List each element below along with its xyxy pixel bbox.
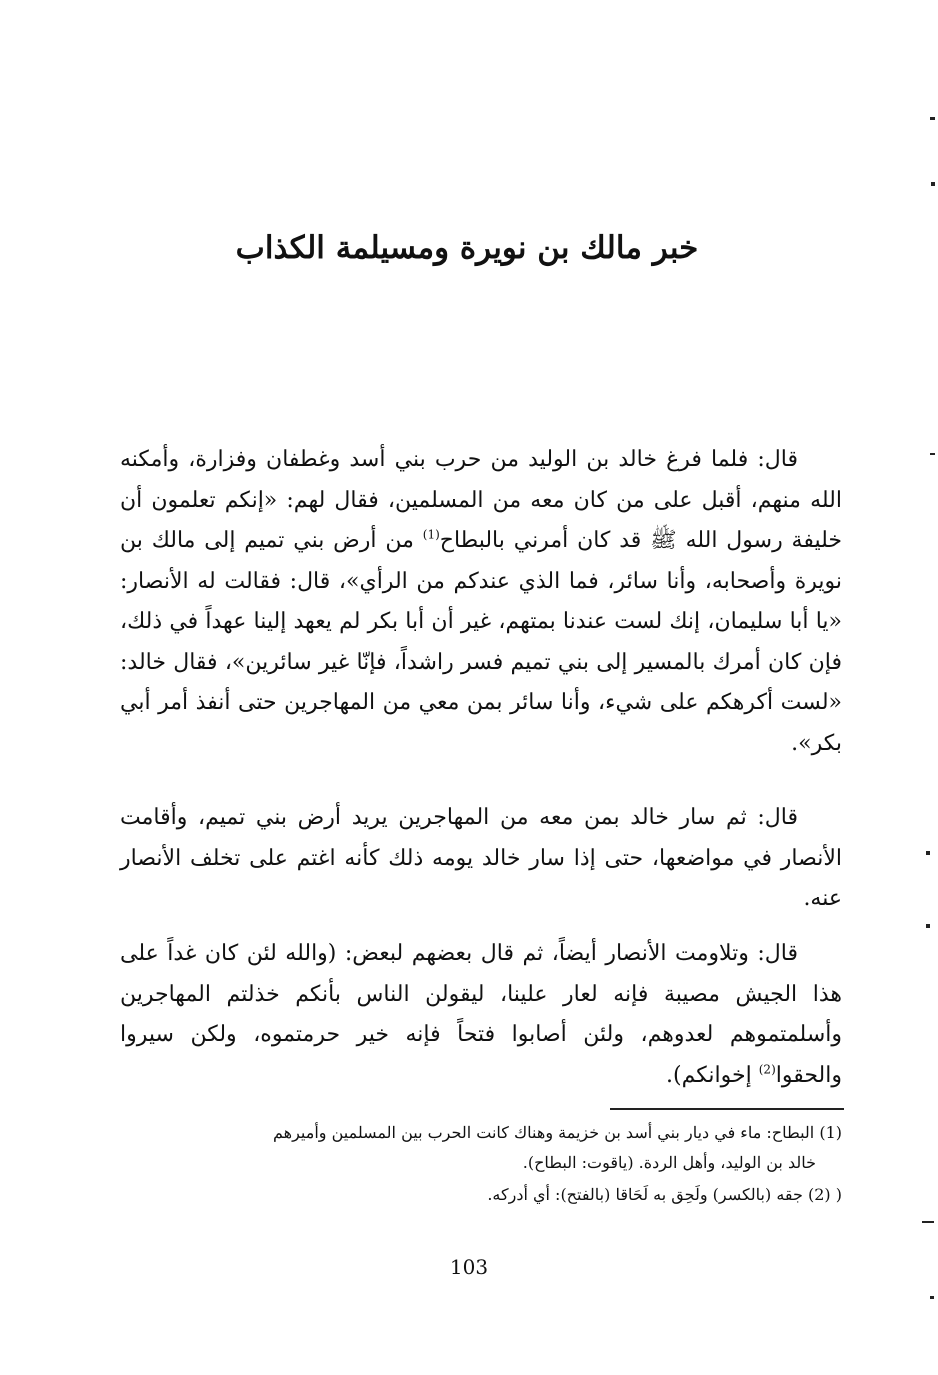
footnote-ref-1: (1) — [422, 527, 440, 542]
paragraph-3 — [120, 934, 842, 1096]
footnote-1-line-1: (1) البطاح: ماء في ديار بني أسد بن خزيمة وهناك كانت الحرب بين المسلمين وأميرهم — [273, 1123, 842, 1142]
scan-mark — [930, 453, 935, 455]
scan-mark — [930, 117, 935, 120]
scan-mark — [926, 924, 930, 928]
paragraph-1-text-a: قال: فلما فرغ خالد بن الوليد من حرب بني أسد وغطفان وفزارة، وأمكنه الله منهم، أقبل على من كان معه من المسلمين، فقال لهم: «إنكم تعلمون أن خليفة رسول الله ﷺ قد كان أمرني بالبطاح — [120, 447, 842, 553]
footnote-ref-2: (2) — [758, 1062, 776, 1077]
paragraph-3-text-b: إخوانكم). — [666, 1062, 759, 1088]
footnote-divider — [610, 1108, 844, 1110]
paragraph-3-text-a: قال: وتلاومت الأنصار أيضاً، ثم قال بعضهم لبعض: (والله لئن كان غداً على هذا الجيش مصيبة فإنه لعار علينا، ليقولن الناس بأنكم خذلتم المهاجرين وأسلمتموهم لعدوهم، ولئن أصابوا فتحاً فإنه خير حرمتموه، ولكن سيروا والحقوا — [120, 941, 842, 1088]
footnote-1-line-2: خالد بن الوليد، وأهل الردة. (ياقوت: البطاح). — [522, 1153, 816, 1172]
footnotes — [110, 1118, 842, 1212]
paragraph-1-text-b: من أرض بني تميم إلى مالك بن نويرة وأصحابه، وأنا سائر، فما الذي عندكم من الرأي»، قال: فقالت له الأنصار: «يا أبا سليمان، إنك لست عندنا بمتهم، غير أن أبا بكر لم يعهد إلينا عهداً في ذلك، فإن كان أمرك بالمسير إلى بني تميم فسر راشداً، فإنّا غير سائرين»، فقال خالد: «لست أكرهكم على شيء، وأنا سائر بمن معي من المهاجرين حتى أنفذ أمر أبي بكر». — [120, 528, 842, 756]
paragraph-1 — [120, 440, 842, 764]
footnote-1 — [110, 1118, 842, 1178]
footnote-2 — [110, 1180, 842, 1210]
chapter-title: خبر مالك بن نويرة ومسيلمة الكذاب — [235, 230, 699, 266]
scan-mark — [930, 1296, 934, 1299]
scan-mark — [926, 851, 930, 855]
paragraph-2 — [120, 798, 842, 920]
scan-mark — [922, 1221, 934, 1223]
page-number: 103 — [449, 1255, 489, 1279]
scan-mark — [931, 182, 935, 186]
footnote-2-line-1: ( (2) جقه (بالكسر) ولَحِق به لَحَاقا (بالفتح): أي أدركه. — [487, 1185, 842, 1204]
paragraph-2-text: قال: ثم سار خالد بمن معه من المهاجرين يريد أرض بني تميم، وأقامت الأنصار في مواضعها، حتى إذا سار خالد يومه ذلك كأنه اغتم على تخلف الأنصار عنه. — [120, 805, 842, 911]
